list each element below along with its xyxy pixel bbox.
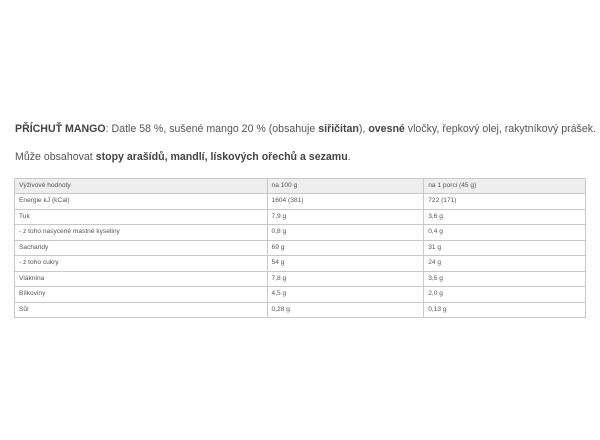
table-row (15, 256, 586, 272)
table-row (15, 302, 586, 318)
header-per-100g: na 100 g (267, 179, 424, 194)
value-per-portion: 3,5 g (424, 271, 586, 287)
value-per-100g: 1604 (381) (267, 194, 424, 210)
ingredients-part-3: vločky, řepkový olej, rakytníkový prášek. (404, 123, 596, 135)
value-per-portion: 722 (171) (424, 194, 586, 210)
nutrient-name: Bílkoviny (15, 287, 268, 303)
table-row (15, 225, 586, 241)
ingredients-text (15, 122, 596, 136)
allergen-warning (15, 150, 590, 164)
value-per-portion: 24 g (424, 256, 586, 272)
value-per-100g: 69 g (267, 240, 424, 256)
allergen-sulfite: siřičitan (318, 123, 359, 135)
value-per-100g: 0,8 g (267, 225, 424, 241)
nutrient-name: Energie kJ (kCal) (15, 194, 268, 210)
value-per-portion: 0,4 g (424, 225, 586, 241)
nutrient-name: Vláknina (15, 271, 268, 287)
value-per-100g: 0,28 g (267, 302, 424, 318)
value-per-100g: 7,8 g (267, 271, 424, 287)
allergen-oat: ovesné (368, 123, 405, 135)
allergen-traces: stopy arašídů, mandlí, lískových ořechů a sezamu (95, 151, 348, 163)
nutrition-table (14, 178, 586, 318)
value-per-100g: 7,9 g (267, 209, 424, 225)
value-per-portion: 2,0 g (424, 287, 586, 303)
header-per-portion: na 1 porci (45 g) (424, 179, 586, 194)
value-per-portion: 3,6 g (424, 209, 586, 225)
nutrient-name: Sůl (15, 302, 268, 318)
table-row (15, 209, 586, 225)
nutrition-header-row (15, 179, 586, 194)
value-per-portion: 0,13 g (424, 302, 586, 318)
nutrient-name: - z toho cukry (15, 256, 268, 272)
value-per-100g: 4,5 g (267, 287, 424, 303)
table-row (15, 194, 586, 210)
header-nutrient: Výživové hodnoty (15, 179, 268, 194)
table-row (15, 271, 586, 287)
nutrient-name: Sacharidy (15, 240, 268, 256)
ingredients-part-1: : Datle 58 %, sušené mango 20 % (obsahuje (105, 123, 319, 135)
nutrient-name: Tuk (15, 209, 268, 225)
value-per-portion: 31 g (424, 240, 586, 256)
ingredients-part-2: ), (358, 123, 369, 135)
flavor-label: PŘÍCHUŤ MANGO (15, 123, 106, 135)
table-row (15, 240, 586, 256)
nutrient-name: - z toho nasycené mastné kyseliny (15, 225, 268, 241)
allergen-suffix: . (347, 151, 351, 163)
allergen-prefix: Může obsahovat (15, 151, 96, 163)
table-row (15, 287, 586, 303)
value-per-100g: 54 g (267, 256, 424, 272)
